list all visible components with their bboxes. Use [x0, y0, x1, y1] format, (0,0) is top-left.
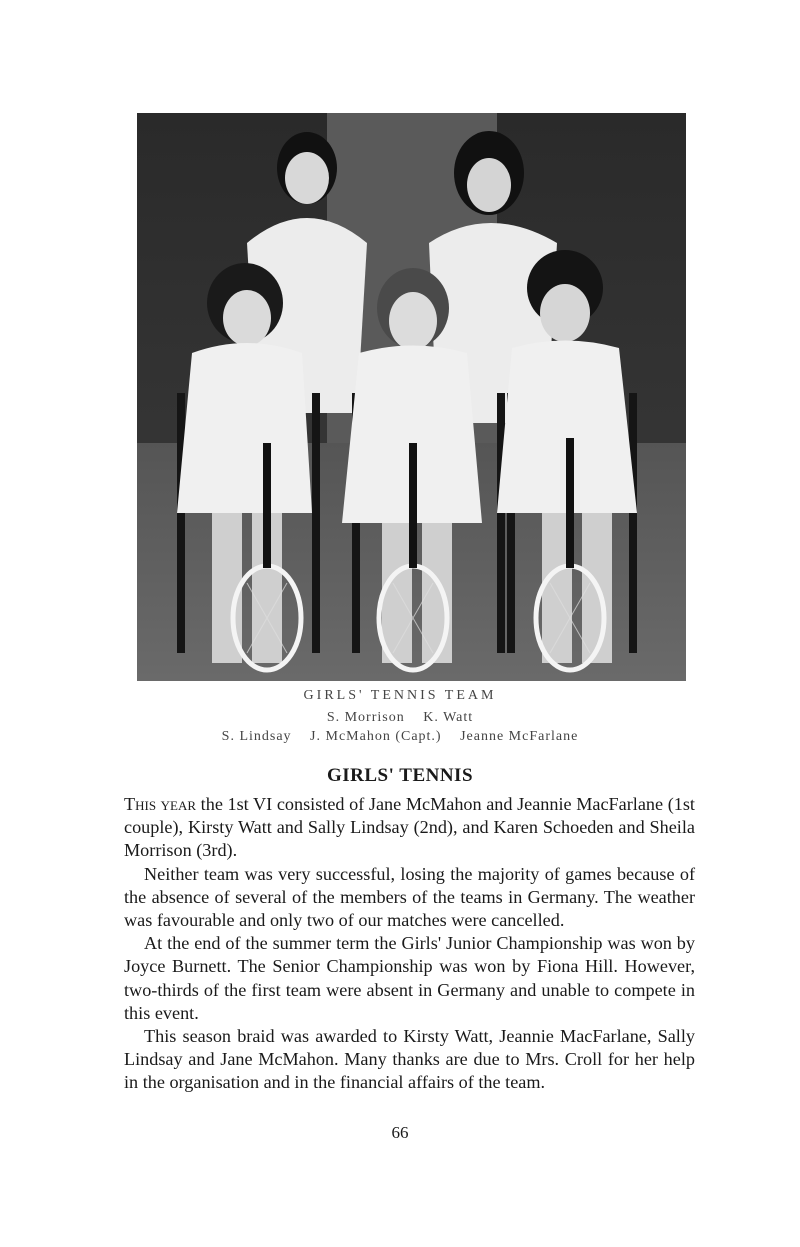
- caption-name: K. Watt: [423, 710, 474, 725]
- photo-caption-title: GIRLS' TENNIS TEAM: [303, 688, 497, 703]
- caption-name: S. Lindsay: [221, 729, 292, 744]
- team-photo-illustration: [137, 113, 686, 681]
- paragraph-text: the 1st VI consisted of Jane McMahon and Jeannie MacFarlane (1st couple), Kirsty Watt and Sally Lindsay (2nd), and Karen Schoeden and Sheila Morrison (3rd).: [124, 794, 695, 861]
- article-paragraph: At the end of the summer term the Girls' Junior Championship was won by Joyce Burnett. The Senior Championship was won by Fiona Hill. However, two-thirds of the first team were absent in Germany and unable to compete in this event.: [124, 933, 695, 1023]
- team-photo: [137, 113, 686, 681]
- photo-caption-front-row: [0, 729, 800, 745]
- article-paragraph: Neither team was very successful, losing the majority of games because of the absence of several of the members of the teams in Germany. The weather was favourable and only two of our matches were cancelled.: [124, 863, 695, 931]
- lead-in: This year: [124, 794, 197, 814]
- article-paragraph: This season braid was awarded to Kirsty Watt, Jeannie MacFarlane, Sally Lindsay and Jane McMahon. Many thanks are due to Mrs. Croll for her help in the organisation and in the financial affairs of the team.: [124, 1026, 695, 1093]
- photo-caption-back-row: [0, 710, 800, 726]
- page-number: 66: [391, 1123, 409, 1142]
- caption-name: J. McMahon (Capt.): [310, 729, 442, 744]
- caption-name: Jeanne McFarlane: [460, 729, 579, 744]
- article-paragraph: [124, 793, 695, 863]
- article-body: [124, 793, 695, 1095]
- article-heading: GIRLS' TENNIS: [326, 765, 474, 786]
- caption-name: S. Morrison: [326, 710, 405, 725]
